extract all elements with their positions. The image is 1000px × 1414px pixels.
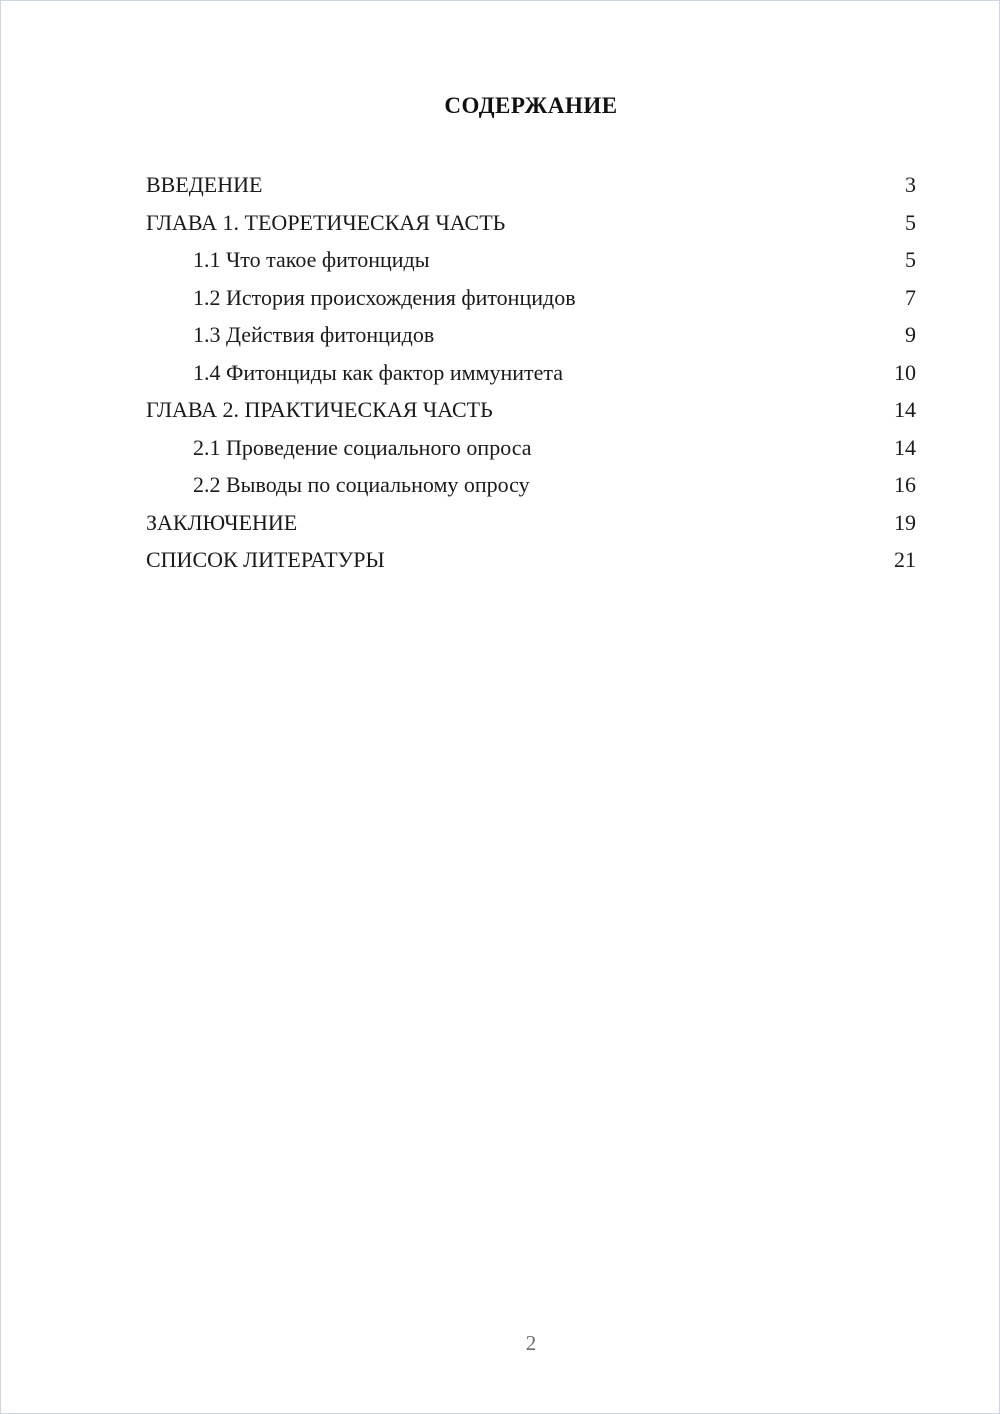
toc-entry-page-number: 5 (905, 209, 916, 235)
toc-entry-label: ГЛАВА 2. ПРАКТИЧЕСКАЯ ЧАСТЬ (146, 397, 493, 422)
toc-entry (146, 466, 916, 504)
toc-entry-label: 1.4 Фитонциды как фактор иммунитета (193, 359, 564, 385)
toc-entry-label: ЗАКЛЮЧЕНИЕ (146, 509, 298, 535)
toc-entry-page-number: 3 (905, 172, 916, 197)
toc-entry (146, 504, 916, 542)
toc-entry (146, 391, 916, 429)
toc-entry (146, 541, 916, 579)
toc-entry-label: 1.1 Что такое фитонциды (193, 247, 430, 272)
toc-entry-label: СПИСОК ЛИТЕРАТУРЫ (146, 547, 385, 572)
toc-entry-page-number: 5 (905, 247, 916, 272)
toc-entry-label: 1.2 История происхождения фитонцидов (193, 284, 576, 310)
toc-entry-label: 2.1 Проведение социального опроса (193, 434, 532, 460)
toc-entry-page-number: 10 (894, 359, 916, 385)
toc-entry-page-number: 16 (894, 472, 916, 497)
toc-entry (146, 354, 916, 392)
page-title: СОДЕРЖАНИЕ (444, 93, 618, 118)
footer-page-number: 2 (525, 1331, 537, 1355)
toc-entry (146, 429, 916, 467)
toc-entry (146, 204, 916, 242)
toc-entry-page-number: 19 (894, 509, 916, 535)
toc-entry-page-number: 14 (894, 397, 916, 422)
toc-entry (146, 241, 916, 279)
toc-entry-page-number: 14 (894, 434, 916, 460)
toc-entry-page-number: 21 (894, 547, 916, 572)
toc-list (146, 166, 916, 579)
toc-entry-label: 1.3 Действия фитонцидов (193, 322, 435, 347)
toc-entry-label: ВВЕДЕНИЕ (146, 172, 263, 197)
toc-entry-page-number: 7 (905, 284, 916, 310)
toc-entry (146, 166, 916, 204)
toc-entry-label: 2.2 Выводы по социальному опросу (193, 472, 530, 497)
toc-entry (146, 279, 916, 317)
toc-entry-page-number: 9 (905, 322, 916, 347)
toc-entry (146, 316, 916, 354)
toc-content (146, 1, 916, 579)
toc-entry-label: ГЛАВА 1. ТЕОРЕТИЧЕСКАЯ ЧАСТЬ (146, 209, 506, 235)
